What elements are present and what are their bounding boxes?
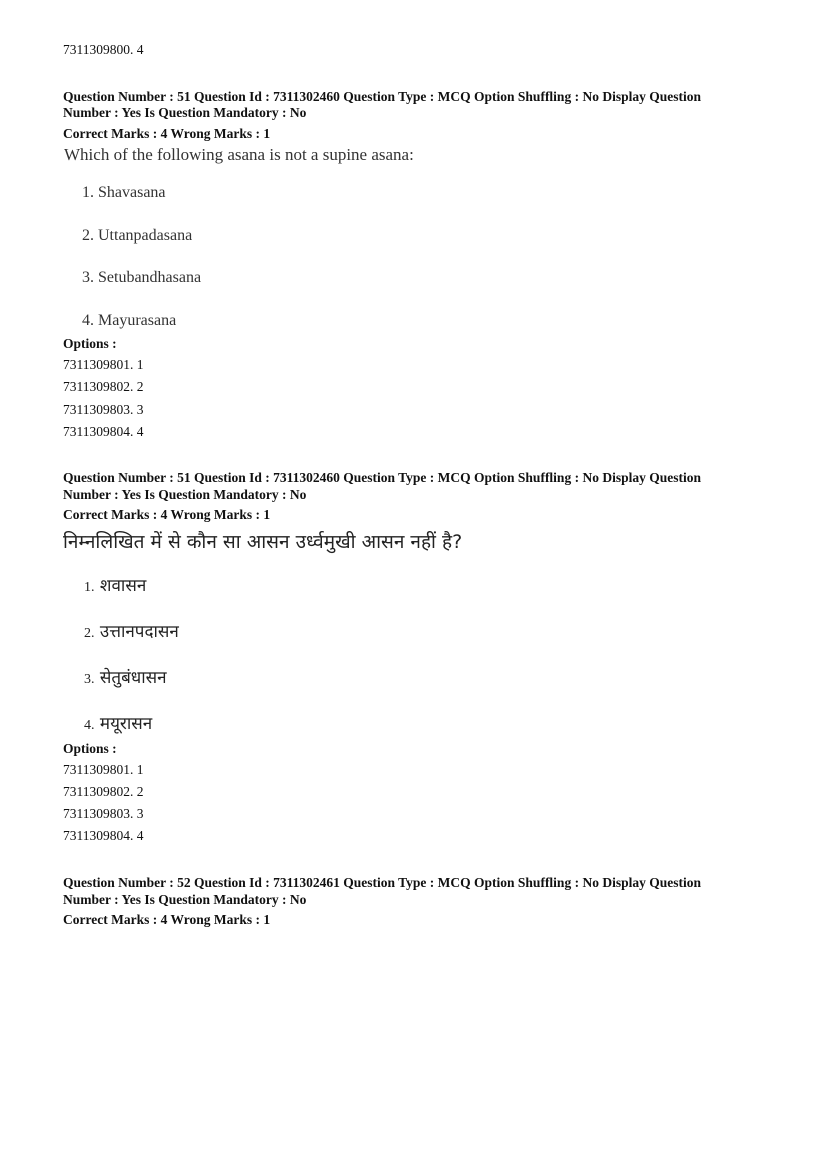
- option-code: 7311309804. 4: [63, 828, 144, 843]
- option-code: 7311309804. 4: [63, 424, 144, 439]
- answer-option: [84, 573, 146, 596]
- option-code: 7311309802. 2: [63, 784, 144, 799]
- question-text: निम्नलिखित में से कौन सा आसन उर्ध्वमुखी आसन नहीं है?: [63, 531, 463, 553]
- options-label: Options :: [63, 336, 117, 351]
- option-number: 3.: [84, 672, 95, 687]
- answer-option: [84, 619, 179, 642]
- option-number: 2.: [84, 626, 95, 641]
- option-code: 7311309801. 1: [63, 762, 144, 777]
- option-number: 1.: [84, 580, 95, 595]
- answer-option: [84, 665, 167, 688]
- option-code: 7311309803. 3: [63, 402, 144, 417]
- option-text: मयूरासन: [99, 714, 153, 734]
- option-text: सेतुबंधासन: [99, 668, 167, 688]
- option-text: शवासन: [99, 576, 147, 596]
- answer-option: 3. Setubandhasana: [82, 269, 202, 286]
- question-meta-line-2: Number : Yes Is Question Mandatory : No: [63, 892, 307, 907]
- question-meta-line-1: Question Number : 52 Question Id : 7311302461 Question Type : MCQ Option Shuffling : No Display Question: [63, 875, 701, 890]
- option-number: 4.: [84, 718, 95, 733]
- answer-option: 2. Uttanpadasana: [82, 227, 193, 244]
- option-text: उत्तानपदासन: [99, 622, 179, 642]
- question-marks: Correct Marks : 4 Wrong Marks : 1: [63, 507, 271, 522]
- question-marks: Correct Marks : 4 Wrong Marks : 1: [63, 126, 271, 141]
- question-meta-line-2: Number : Yes Is Question Mandatory : No: [63, 105, 307, 120]
- answer-option: 4. Mayurasana: [82, 312, 177, 329]
- option-code: 7311309801. 1: [63, 357, 144, 372]
- question-meta-line-1: Question Number : 51 Question Id : 7311302460 Question Type : MCQ Option Shuffling : No Display Question: [63, 470, 701, 485]
- question-text: Which of the following asana is not a supine asana:: [64, 145, 414, 164]
- question-meta-line-2: Number : Yes Is Question Mandatory : No: [63, 487, 307, 502]
- option-code: 7311309802. 2: [63, 379, 144, 394]
- answer-option: 1. Shavasana: [82, 184, 166, 201]
- previous-option-code: 7311309800. 4: [63, 42, 144, 57]
- option-code: 7311309803. 3: [63, 806, 144, 821]
- options-label: Options :: [63, 741, 117, 756]
- question-meta-line-1: Question Number : 51 Question Id : 7311302460 Question Type : MCQ Option Shuffling : No Display Question: [63, 89, 701, 104]
- answer-option: [84, 711, 152, 734]
- question-marks: Correct Marks : 4 Wrong Marks : 1: [63, 912, 271, 927]
